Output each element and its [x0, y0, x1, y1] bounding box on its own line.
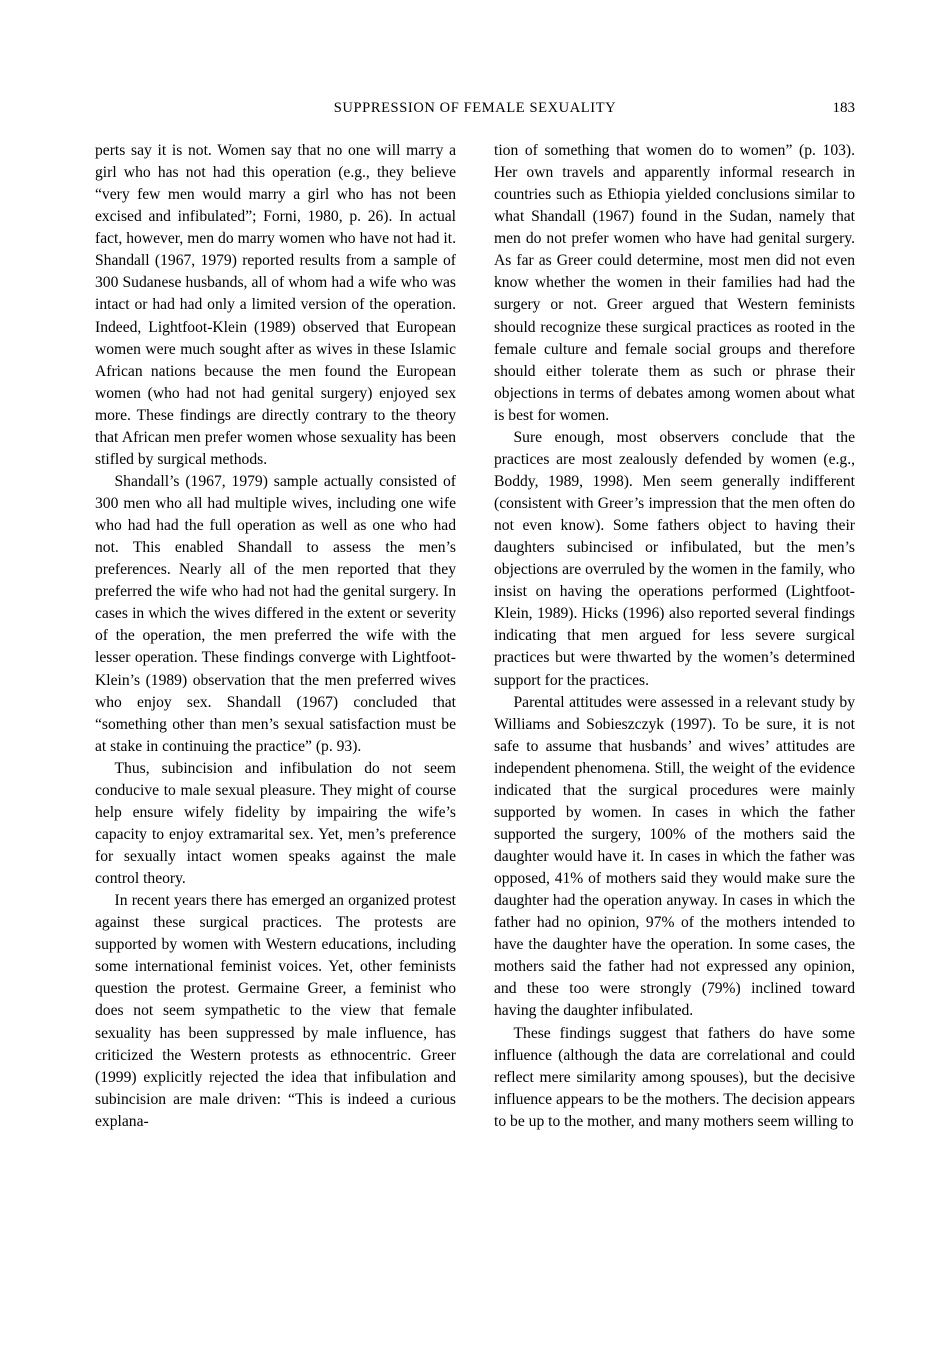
running-head-title: SUPPRESSION OF FEMALE SEXUALITY — [333, 100, 617, 116]
paragraph: tion of something that women do to women” (p. 103). Her own travels and apparently informal research in countries such as Ethiopia yielded conclusions similar to what Shandall (1967) found in the Sudan, namely that men do not prefer women who have had genital surgery. As far as Greer could determine, most men did not even know whether the women in their families had had the surgery or not. Greer argued that Western feminists should recognize these surgical practices as rooted in the female culture and female social groups and therefore should either tolerate them as such or phrase their objections in terms of debates among women about what is best for women. — [494, 142, 855, 424]
paragraph: Sure enough, most observers conclude that the practices are most zealously defended by women (e.g., Boddy, 1989, 1998). Men seem generally indifferent (consistent with Greer’s impression that the men often do not even know). Some fathers object to having their daughters subincised or infibulated, but the men’s objections are overruled by the women in the family, who insist on having the operations performed (Lightfoot-Klein, 1989). Hicks (1996) also reported several findings indicating that men argued for less severe surgical practices but were thwarted by the women’s determined support for the practices. — [494, 428, 855, 689]
page-number: 183 — [832, 100, 855, 116]
body-columns — [95, 140, 855, 1300]
paragraph: Parental attitudes were assessed in a relevant study by Williams and Sobieszczyk (1997). To be sure, it is not safe to assume that husbands’ and wives’ attitudes are independent phenomena. Still, the weight of the evidence indicated that the surgical procedures were mainly supported by women. In cases in which the father supported the surgery, 100% of the mothers said the daughter would have it. In cases in which the father was opposed, 41% of mothers said they would make sure the daughter had the operation anyway. In cases in which the father had no opinion, 97% of the mothers intended to have the daughter have the operation. In some cases, the mothers said the father had not expressed any opinion, and these too were strongly (79%) inclined toward having the daughter infibulated. — [494, 693, 855, 1020]
paragraph: These findings suggest that fathers do have some influence (although the data are correlational and could reflect mere similarity among spouses), but the decisive influence appears to be the mothers. The decision appears to be up to the mother, and many mothers seem willing to — [494, 1024, 855, 1130]
left-column — [95, 140, 456, 1300]
paragraph: Shandall’s (1967, 1979) sample actually consisted of 300 men who all had multiple wives, including one wife who had had the full operation as well as one who had not. This enabled Shandall to assess the men’s preferences. Nearly all of the men reported that they preferred the wife who had not had the genital surgery. In cases in which the wives differed in the extent or severity of the operation, the men preferred the wife with the lesser operation. These findings converge with Lightfoot-Klein’s (1989) observation that the men preferred wives who enjoy sex. Shandall (1967) concluded that “something other than men’s sexual satisfaction must be at stake in continuing the practice” (p. 93). — [95, 472, 456, 755]
right-column — [494, 140, 855, 1300]
running-head — [95, 100, 855, 118]
paragraph: perts say it is not. Women say that no one will marry a girl who has not had this operation (e.g., they believe “very few men would marry a girl who has not been excised and infibulated”; Forni, 1980, p. 26). In actual fact, however, men do marry women who have not had it. Shandall (1967, 1979) reported results from a sample of 300 Sudanese husbands, all of whom had a wife who was intact or had had only a limited version of the operation. Indeed, Lightfoot-Klein (1989) observed that European women were much sought after as wives in these Islamic African nations because the men found the European women (who had not had genital surgery) enjoyed sex more. These findings are directly contrary to the theory that African men prefer women whose sexuality has been stifled by surgical methods. — [95, 142, 456, 468]
paragraph: Thus, subincision and infibulation do not seem conducive to male sexual pleasure. They might of course help ensure wifely fidelity by impairing the wife’s capacity to enjoy extramarital sex. Yet, men’s preference for sexually intact women speaks against the male control theory. — [95, 759, 456, 888]
paragraph: In recent years there has emerged an organized protest against these surgical practices. The protests are supported by women with Western educations, including some international feminist voices. Yet, other feminists question the protest. Germaine Greer, a feminist who does not seem sympathetic to the view that female sexuality has been suppressed by male influence, has criticized the Western protests as ethnocentric. Greer (1999) explicitly rejected the idea that infibulation and subincision are male driven: “This is indeed a curious explana- — [95, 892, 456, 1130]
